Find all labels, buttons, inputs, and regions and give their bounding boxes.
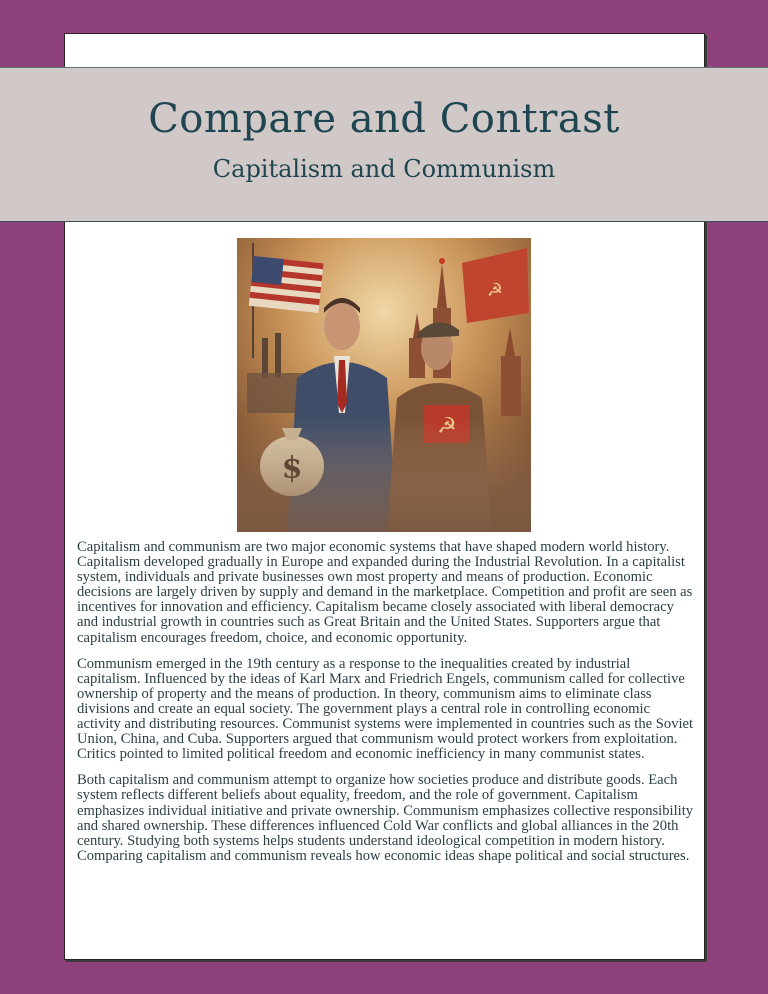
page-subtitle: Capitalism and Communism	[212, 155, 556, 183]
body-text	[77, 540, 697, 875]
svg-text:☭: ☭	[486, 280, 504, 301]
hero-illustration	[237, 238, 531, 532]
paragraph-communism: Communism emerged in the 19th century as a response to the inequalities created by industrial capitalism. Influenced by the ideas of Karl Marx and Friedrich Engels, communism called for collective ownership of property and the means of production. In theory, communism aims to eliminate class divisions and create an equal society. The government plays a central role in controlling economic activity and distributing resources. Communist systems were implemented in countries such as the Soviet Union, China, and Cuba. Supporters argued that communism would protect workers from exploitation. Critics pointed to limited political freedom and economic inefficiency in many communist states.	[77, 655, 694, 763]
capitalism-communism-painting-icon	[237, 238, 531, 532]
paragraph-comparison: Both capitalism and communism attempt to organize how societies produce and distribute goods. Each system reflects different beliefs about equality, freedom, and the role of government. Capitalism emphasizes individual initiative and private ownership. Communism emphasizes collective responsibility and shared ownership. These differences influenced Cold War conflicts and global alliances in the 20th century. Studying both systems helps students understand ideological competition in modern history. Comparing capitalism and communism reveals how economic ideas shape political and social structures.	[77, 772, 694, 864]
page-title: Compare and Contrast	[148, 96, 620, 142]
paragraph-capitalism: Capitalism and communism are two major economic systems that have shaped modern world history. Capitalism developed gradually in Europe and expanded during the Industrial Revolution. In a capitalist system, individuals and private businesses own most property and means of production. Economic decisions are largely driven by supply and demand in the marketplace. Competition and profit are seen as incentives for innovation and efficiency. Capitalism became closely associated with liberal democracy and industrial growth in countries such as Great Britain and the United States. Supporters argue that capitalism encourages freedom, choice, and economic opportunity.	[77, 539, 693, 646]
header-band	[0, 67, 768, 222]
